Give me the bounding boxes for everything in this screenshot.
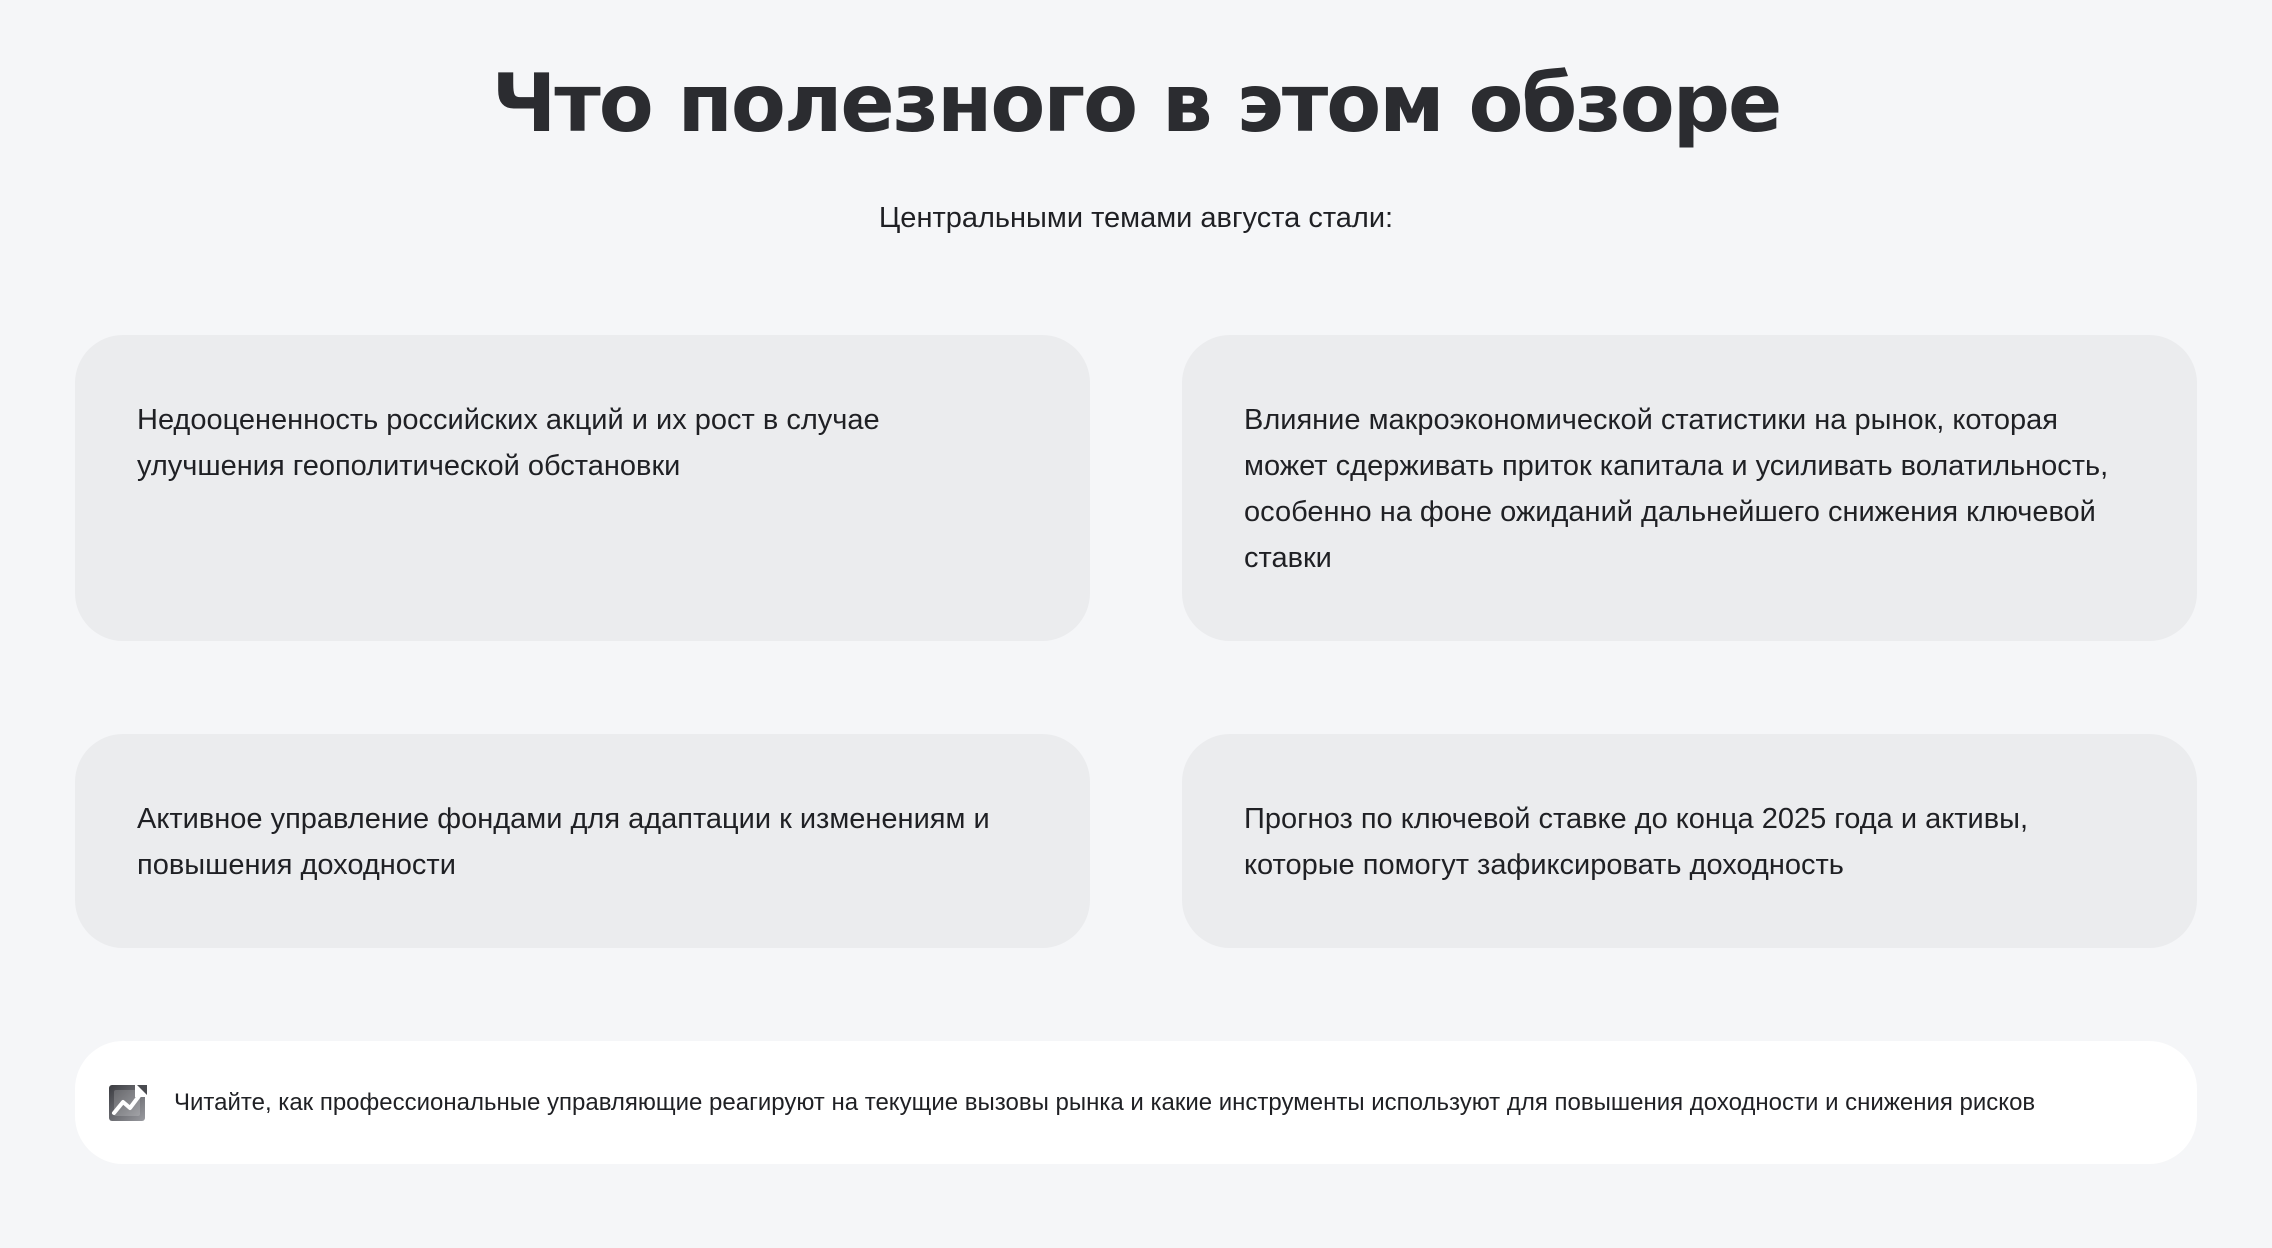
topic-card-text: Прогноз по ключевой ставке до конца 2025 года и активы, которые помогут зафиксировать доходность (1244, 803, 2029, 881)
topic-card-text: Влияние макроэкономической статистики на рынок, которая может сдерживать приток капитала и усиливать волатильность, особенно на фоне ожиданий дальнейшего снижения ключевой ставки (1244, 404, 2109, 574)
page-title: Что полезного в этом обзоре (491, 57, 1781, 150)
read-more-banner (75, 1041, 2197, 1164)
banner-text: Читайте, как профессиональные управляющие реагируют на текущие вызовы рынка и какие инструменты используют для повышения доходности и снижения рисков (174, 1088, 2036, 1116)
section-subtitle: Центральными темами августа стали: (878, 202, 1394, 234)
topic-card-key-rate-forecast (1182, 734, 2197, 948)
topic-card-text: Недооцененность российских акций и их рост в случае улучшения геополитической обстановки (137, 404, 880, 482)
topic-card-text: Активное управление фондами для адаптации к изменениям и повышения доходности (137, 803, 990, 881)
topic-card-macro-statistics (1182, 335, 2197, 641)
chart-icon (109, 1083, 149, 1123)
topic-card-active-management (75, 734, 1090, 948)
topic-card-undervalued-stocks (75, 335, 1090, 641)
